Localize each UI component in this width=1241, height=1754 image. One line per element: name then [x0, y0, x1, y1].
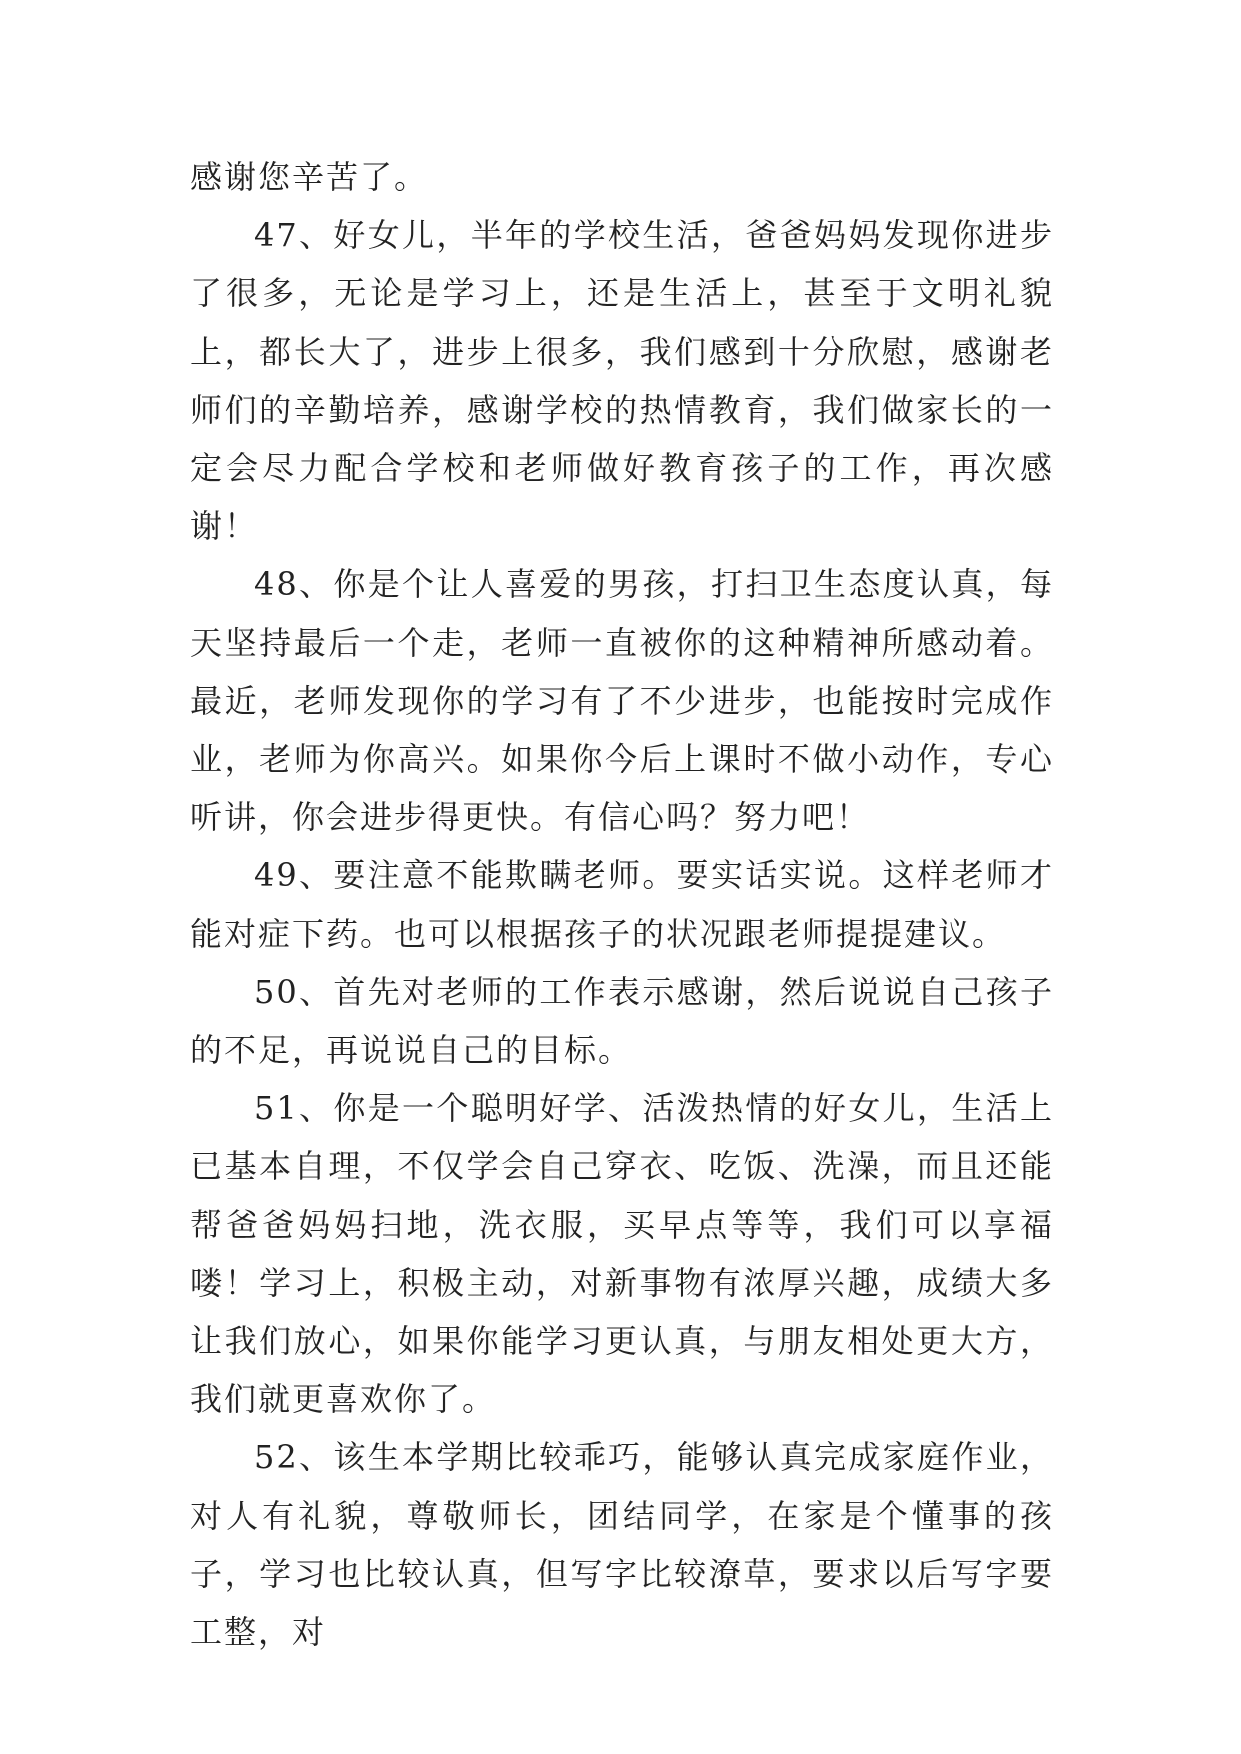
paragraph-47: 47、好女儿，半年的学校生活，爸爸妈妈发现你进步了很多，无论是学习上，还是生活上，甚至于文明礼貌上，都长大了，进步上很多，我们感到十分欣慰，感谢老师们的辛勤培养，感谢学校的热情教育，我们做家长的一定会尽力配合学校和老师做好教育孩子的工作，再次感谢！	[190, 216, 1054, 546]
paragraph-49: 49、要注意不能欺瞒老师。要实话实说。这样老师才能对症下药。也可以根据孩子的状况跟老师提提建议。	[190, 856, 1054, 953]
body-text	[190, 148, 1054, 1661]
paragraph-51: 51、你是一个聪明好学、活泼热情的好女儿，生活上已基本自理，不仅学会自己穿衣、吃饭、洗澡，而且还能帮爸爸妈妈扫地，洗衣服，买早点等等，我们可以享福喽！学习上，积极主动，对新事物有浓厚兴趣，成绩大多让我们放心，如果你能学习更认真，与朋友相处更大方，我们就更喜欢你了。	[190, 1089, 1054, 1419]
paragraph-52: 52、该生本学期比较乖巧，能够认真完成家庭作业，对人有礼貌，尊敬师长，团结同学，在家是个懂事的孩子，学习也比较认真，但写字比较潦草，要求以后写字要工整，对	[190, 1438, 1054, 1652]
paragraph-48: 48、你是个让人喜爱的男孩，打扫卫生态度认真，每天坚持最后一个走，老师一直被你的这种精神所感动着。最近，老师发现你的学习有了不少进步，也能按时完成作业，老师为你高兴。如果你今后上课时不做小动作，专心听讲，你会进步得更快。有信心吗？努力吧！	[190, 565, 1054, 837]
paragraph-50: 50、首先对老师的工作表示感谢，然后说说自己孩子的不足，再说说自己的目标。	[190, 972, 1054, 1070]
paragraph-continuation: 感谢您辛苦了。	[190, 158, 429, 196]
